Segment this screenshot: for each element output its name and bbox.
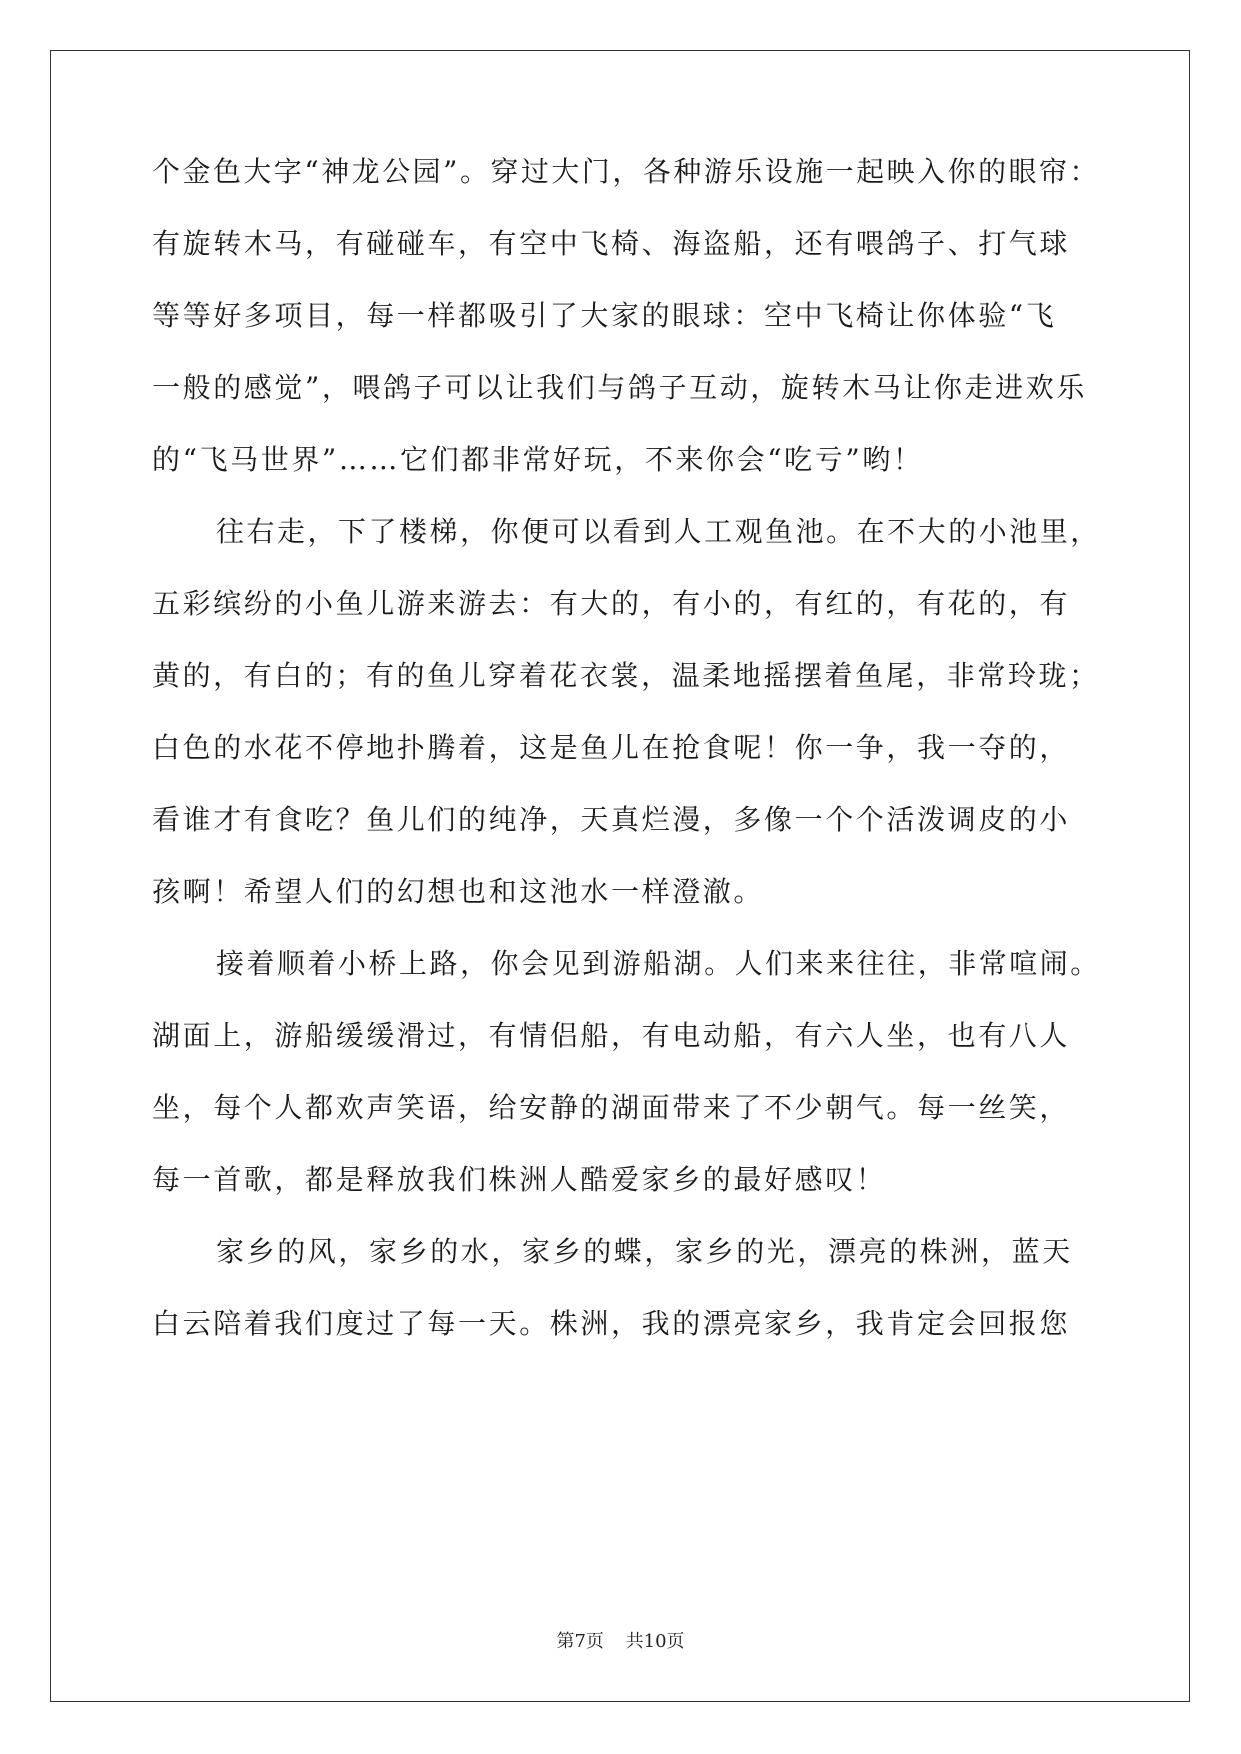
- text-line: 黄的，有白的；有的鱼儿穿着花衣裳，温柔地摇摆着鱼尾，非常玲珑；: [152, 659, 1100, 692]
- text-line: 一般的感觉”，喂鸽子可以让我们与鸽子互动，旋转木马让你走进欢乐: [152, 371, 1087, 404]
- text-line: 看谁才有食吃？鱼儿们的纯净，天真烂漫，多像一个个活泼调皮的小: [152, 803, 1071, 836]
- paragraph-start-line: 接着顺着小桥上路，你会见到游船湖。人们来来往往，非常喧闹。: [216, 947, 1101, 980]
- page-number-total: 共10页: [625, 1631, 685, 1652]
- text-line: 湖面上，游船缓缓滑过，有情侣船，有电动船，有六人坐，也有八人: [152, 1019, 1071, 1052]
- text-line: 坐，每个人都欢声笑语，给安静的湖面带来了不少朝气。每一丝笑，: [152, 1091, 1071, 1124]
- text-line: 个金色大字“神龙公园”。穿过大门，各种游乐设施一起映入你的眼帘：: [152, 155, 1101, 188]
- text-line: 孩啊！希望人们的幻想也和这池水一样澄澈。: [152, 875, 765, 908]
- paragraph-start-line: 家乡的风，家乡的水，家乡的蝶，家乡的光，漂亮的株洲，蓝天: [216, 1235, 1073, 1268]
- text-line: 有旋转木马，有碰碰车，有空中飞椅、海盗船，还有喂鸽子、打气球: [152, 227, 1071, 260]
- paragraph-start-line: 往右走，下了楼梯，你便可以看到人工观鱼池。在不大的小池里，: [216, 515, 1101, 548]
- text-line: 五彩缤纷的小鱼儿游来游去：有大的，有小的，有红的，有花的，有: [152, 587, 1071, 620]
- text-line: 每一首歌，都是释放我们株洲人酷爱家乡的最好感叹！: [152, 1163, 887, 1196]
- text-line: 的“飞马世界”……它们都非常好玩，不来你会“吃亏”哟！: [152, 443, 924, 476]
- text-line: 白云陪着我们度过了每一天。株洲，我的漂亮家乡，我肯定会回报您: [152, 1307, 1071, 1340]
- page-number-current: 第7页: [556, 1631, 604, 1652]
- page-footer: [0, 1630, 1241, 1654]
- text-line: 等等好多项目，每一样都吸引了大家的眼球：空中飞椅让你体验“飞: [152, 299, 1057, 332]
- text-line: 白色的水花不停地扑腾着，这是鱼儿在抢食呢！你一争，我一夺的，: [152, 731, 1071, 764]
